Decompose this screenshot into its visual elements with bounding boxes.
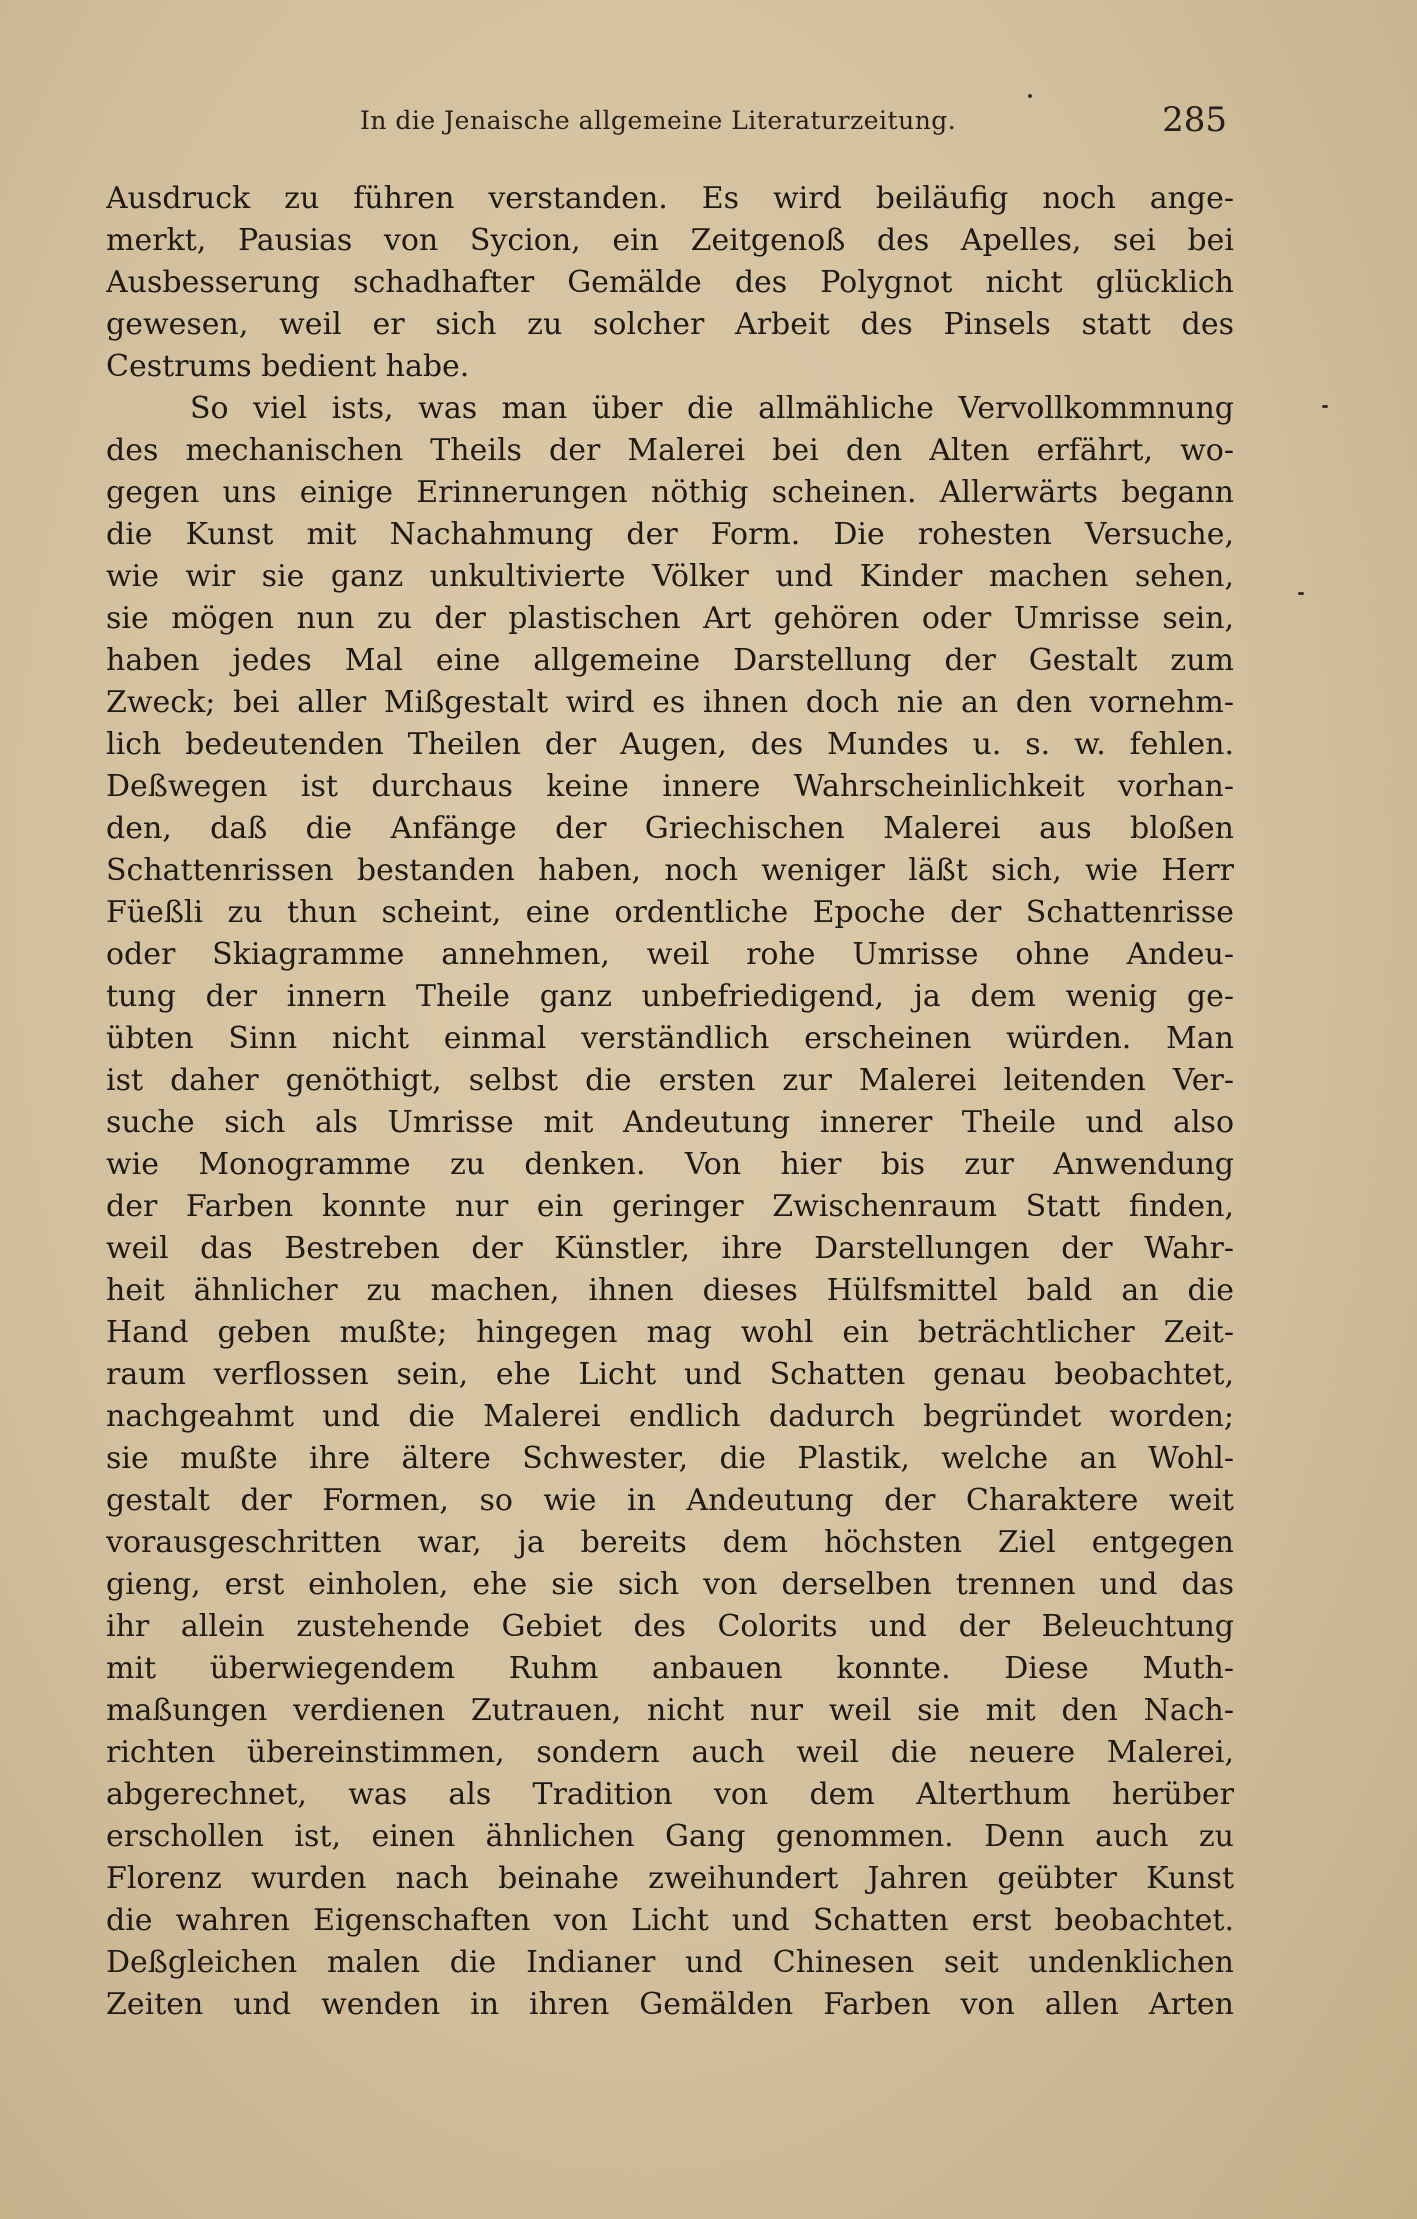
paper-speck [1028, 94, 1032, 98]
text-line: maßungen verdienen Zutrauen, nicht nur weil sie mit den Nach- [106, 1693, 1234, 1728]
paper-speck [1322, 405, 1328, 408]
text-line: Deßgleichen malen die Indianer und Chinesen seit undenklichen [106, 1945, 1234, 1980]
text-line: Cestrums bedient habe. [106, 349, 470, 384]
paper-speck [1298, 592, 1304, 595]
text-line: oder Skiagramme annehmen, weil rohe Umrisse ohne Andeu- [106, 937, 1234, 972]
text-line: Florenz wurden nach beinahe zweihundert Jahren geübter Kunst [106, 1861, 1234, 1896]
text-line: erschollen ist, einen ähnlichen Gang genommen. Denn auch zu [106, 1819, 1234, 1854]
text-line: wie wir sie ganz unkultivierte Völker und Kinder machen sehen, [106, 559, 1234, 594]
text-line: Zweck; bei aller Mißgestalt wird es ihnen doch nie an den vornehm- [106, 685, 1234, 720]
text-line: sie mußte ihre ältere Schwester, die Plastik, welche an Wohl- [106, 1441, 1234, 1476]
text-line: lich bedeutenden Theilen der Augen, des Mundes u. s. w. fehlen. [106, 727, 1234, 762]
text-line: Deßwegen ist durchaus keine innere Wahrscheinlichkeit vorhan- [106, 769, 1234, 804]
text-line: haben jedes Mal eine allgemeine Darstellung der Gestalt zum [106, 643, 1234, 678]
text-line: gieng, erst einholen, ehe sie sich von derselben trennen und das [106, 1567, 1234, 1602]
text-line: sie mögen nun zu der plastischen Art gehören oder Umrisse sein, [106, 601, 1234, 636]
text-line: des mechanischen Theils der Malerei bei den Alten erfährt, wo- [106, 433, 1234, 468]
text-line: den, daß die Anfänge der Griechischen Malerei aus bloßen [106, 811, 1234, 846]
text-line: ihr allein zustehende Gebiet des Colorits und der Beleuchtung [106, 1609, 1234, 1644]
text-line: ist daher genöthigt, selbst die ersten zur Malerei leitenden Ver- [106, 1063, 1234, 1098]
text-line: gewesen, weil er sich zu solcher Arbeit des Pinsels statt des [106, 307, 1234, 342]
text-line: richten übereinstimmen, sondern auch weil die neuere Malerei, [106, 1735, 1234, 1770]
text-line: weil das Bestreben der Künstler, ihre Darstellungen der Wahr- [106, 1231, 1234, 1266]
running-title: In die Jenaische allgemeine Literaturzeitung. [360, 106, 957, 135]
text-line: übten Sinn nicht einmal verständlich erscheinen würden. Man [106, 1021, 1234, 1056]
text-line: Hand geben mußte; hingegen mag wohl ein beträchtlicher Zeit- [106, 1315, 1234, 1350]
text-line: vorausgeschritten war, ja bereits dem höchsten Ziel entgegen [106, 1525, 1234, 1560]
text-line: mit überwiegendem Ruhm anbauen konnte. Diese Muth- [106, 1651, 1234, 1686]
text-line: abgerechnet, was als Tradition von dem Alterthum herüber [106, 1777, 1234, 1812]
text-line: merkt, Pausias von Sycion, ein Zeitgenoß des Apelles, sei bei [106, 223, 1234, 258]
text-line: wie Monogramme zu denken. Von hier bis zur Anwendung [106, 1147, 1234, 1182]
text-line: gestalt der Formen, so wie in Andeutung der Charaktere weit [106, 1483, 1234, 1518]
text-line: raum verflossen sein, ehe Licht und Schatten genau beobachtet, [106, 1357, 1234, 1392]
body-text [106, 178, 1234, 2026]
text-line: Schattenrissen bestanden haben, noch weniger läßt sich, wie Herr [106, 853, 1234, 888]
text-line: der Farben konnte nur ein geringer Zwischenraum Statt finden, [106, 1189, 1234, 1224]
text-line: So viel ists, was man über die allmähliche Vervollkommnung [190, 391, 1234, 426]
page-number: 285 [1162, 100, 1227, 140]
text-line: die Kunst mit Nachahmung der Form. Die rohesten Versuche, [106, 517, 1234, 552]
text-line: suche sich als Umrisse mit Andeutung innerer Theile und also [106, 1105, 1234, 1140]
text-line: Füeßli zu thun scheint, eine ordentliche Epoche der Schattenrisse [106, 895, 1234, 930]
text-line: gegen uns einige Erinnerungen nöthig scheinen. Allerwärts begann [106, 475, 1234, 510]
text-line: nachgeahmt und die Malerei endlich dadurch begründet worden; [106, 1399, 1234, 1434]
text-line: Ausdruck zu führen verstanden. Es wird beiläufig noch ange- [106, 181, 1234, 216]
text-line: heit ähnlicher zu machen, ihnen dieses Hülfsmittel bald an die [106, 1273, 1234, 1308]
running-head [0, 100, 1417, 150]
text-line: Ausbesserung schadhafter Gemälde des Polygnot nicht glücklich [106, 265, 1234, 300]
paragraph [106, 178, 1234, 388]
text-line: Zeiten und wenden in ihren Gemälden Farben von allen Arten [106, 1987, 1234, 2022]
text-line: tung der innern Theile ganz unbefriedigend, ja dem wenig ge- [106, 979, 1234, 1014]
text-line: die wahren Eigenschaften von Licht und Schatten erst beobachtet. [106, 1903, 1234, 1938]
paragraph [106, 388, 1234, 2026]
